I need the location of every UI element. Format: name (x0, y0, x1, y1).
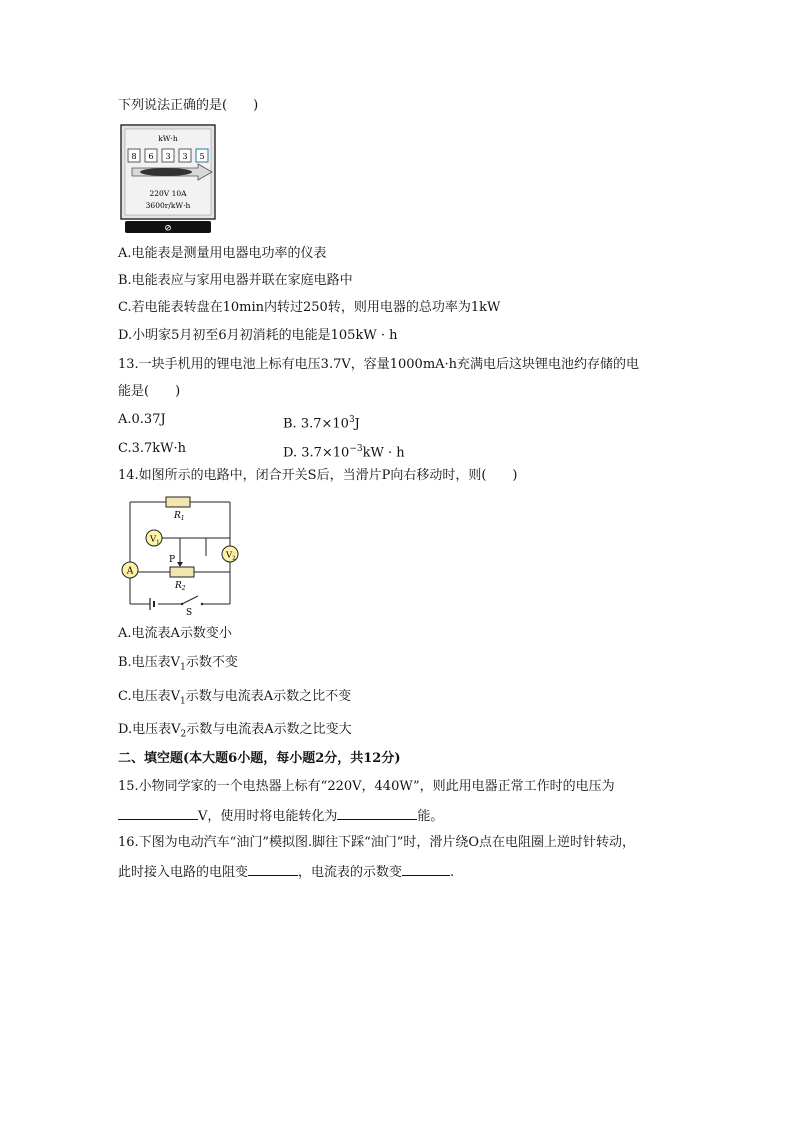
q16-line1: 16.下图为电动汽车“油门”模拟图.脚往下踩“油门”时，滑片绕O点在电阻圈上逆时针转动， (118, 835, 636, 850)
meter-rating-revs: 3600r/kW·h (145, 201, 191, 210)
meter-unit: kW·h (158, 134, 178, 143)
q13-option-a: A.0.37J (118, 412, 166, 427)
q15-blank-1[interactable] (118, 805, 198, 820)
switch-s-label: S (186, 608, 193, 618)
q13-option-c: C.3.7kW·h (118, 441, 187, 456)
q15-line1: 15.小物同学家的一个电热器上标有“220V，440W”，则此用电器正常工作时的电压为 (118, 779, 615, 794)
q13-stem-line2: 能是( ) (118, 384, 181, 399)
meter-terminal-icon: ⊘ (164, 223, 172, 234)
meter-digit: 6 (148, 152, 154, 161)
slider-arrow-icon (177, 562, 183, 567)
q14-option-d: D.电压表$V_2$示数与电流表A示数之比变大 (118, 722, 352, 740)
meter-digit-decimal: 5 (199, 152, 205, 161)
meter-rating-voltage: 220V 10A (149, 189, 187, 198)
q14-option-b: B.电压表$V_1$示数不变 (118, 655, 238, 673)
q14-option-a: A.电流表A示数变小 (118, 626, 232, 641)
meter-digit: 3 (165, 152, 171, 161)
section-heading: 二、填空题(本大题6小题，每小题2分，共12分) (118, 751, 401, 766)
q12-stem: 下列说法正确的是( ) (118, 98, 259, 113)
r2-label: $R_2$ (175, 581, 186, 592)
v1-label: $V_1$ (150, 534, 160, 546)
q14-stem: 14.如图所示的电路中，闭合开关S后，当滑片P向右移动时，则( ) (118, 468, 518, 483)
q13-option-d: D. $3.7\times 10^{-3}kW \cdot h$ (283, 444, 405, 461)
q12-option-c: C.若电能表转盘在10min内转过250转，则用电器的总功率为1kW (118, 300, 501, 315)
q15-blank-2[interactable] (337, 805, 417, 820)
q16-line2: 此时接入电路的电阻变 ，电流表的示数变 . (118, 861, 454, 882)
v2-label: $V_2$ (226, 550, 236, 562)
meter-digits (128, 149, 208, 162)
circuit-diagram (118, 492, 244, 618)
resistor-r1 (166, 497, 190, 507)
ammeter-label: A (126, 566, 134, 577)
q14-option-c: C.电压表$V_1$示数与电流表A示数之比不变 (118, 689, 352, 707)
r1-label: $R_1$ (174, 511, 185, 522)
q16-blank-1[interactable] (248, 861, 298, 876)
meter-digit: 3 (182, 152, 188, 161)
meter-digit: 8 (131, 152, 137, 161)
q12-option-a: A.电能表是测量用电器电功率的仪表 (118, 246, 327, 261)
q15-line2: V，使用时将电能转化为 能。 (118, 805, 443, 826)
q13-stem-line1: 13.一块手机用的锂电池上标有电压3.7V，容量1000mA·h充满电后这块锂电池约存储的电 (118, 357, 640, 372)
q12-option-d: D.小明家5月初至6月初消耗的电能是105kW · h (118, 328, 398, 343)
q16-blank-2[interactable] (402, 861, 450, 876)
electric-meter-figure (120, 124, 216, 234)
slider-p-label: P (169, 555, 176, 565)
rheostat-r2 (170, 567, 194, 577)
q13-option-b: B. $3.7\times 10^3J$ (283, 415, 360, 432)
q12-option-b: B.电能表应与家用电器并联在家庭电路中 (118, 273, 353, 288)
